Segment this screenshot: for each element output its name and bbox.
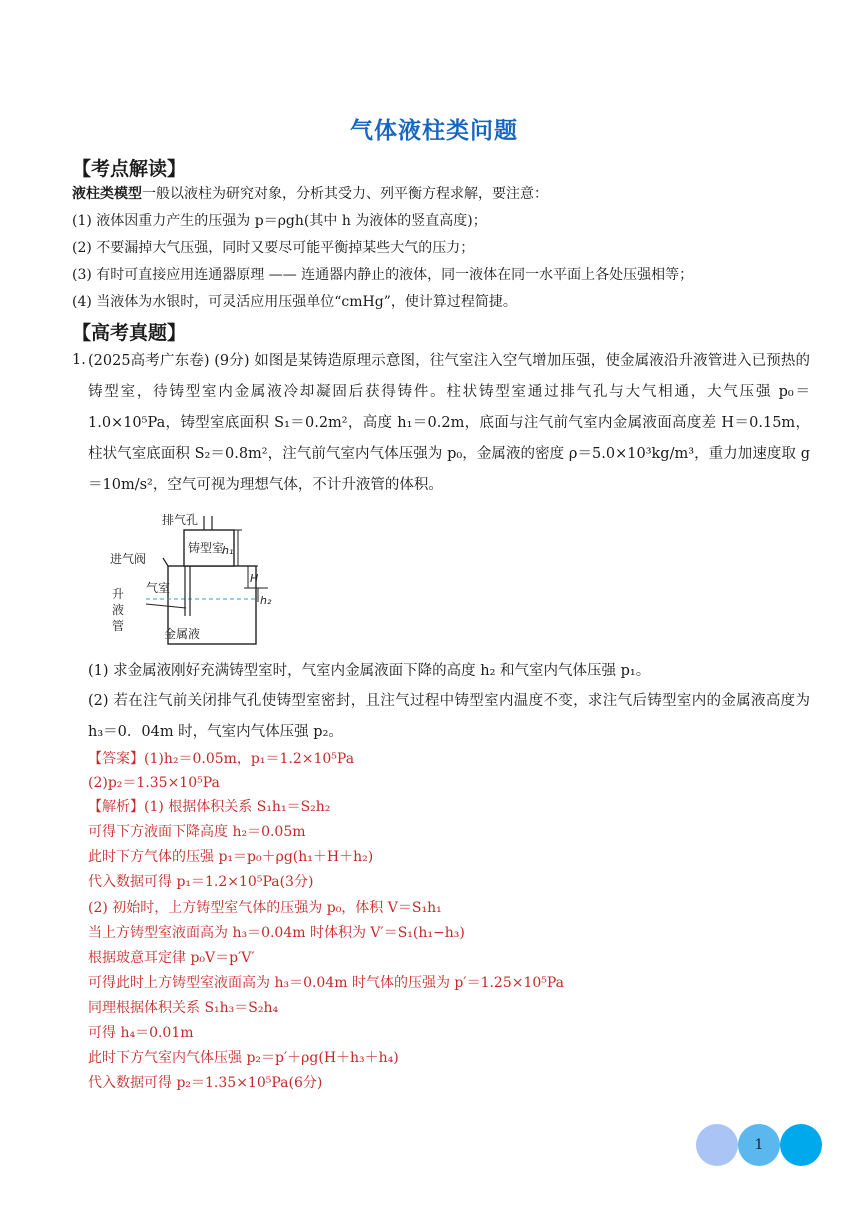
question-number: 1. <box>72 352 86 368</box>
analysis-line-10: 可得 h₄＝0.01m <box>88 1025 194 1041</box>
label-sheng: 升 <box>112 587 125 601</box>
label-guan: 管 <box>112 619 125 633</box>
label-h2: h₂ <box>260 594 272 607</box>
subquestion-1: (1) 求金属液刚好充满铸型室时，气室内金属液面下降的高度 h₂ 和气室内气体压强 p₁。 <box>88 663 651 679</box>
point-4: (4) 当液体为水银时，可灵活应用压强单位“cmHg”，使计算过程简捷。 <box>72 294 517 310</box>
label-inlet-valve: 进气阀 <box>110 552 147 566</box>
analysis-line-2: 可得下方液面下降高度 h₂＝0.05m <box>88 824 306 840</box>
question-text: (2025高考广东卷) (9分) 如图是某铸造原理示意图，往气室注入空气增加压强，使金属液沿升液管进入已预热的铸型室，待铸型室内金属液冷却凝固后获得铸件。柱状铸型室通过排气孔与大气相通，大气压强 p₀＝1.0×10⁵Pa，铸型室底面积 S₁＝0.2m²，高度 h₁＝0.2m，底面与注气前气室内金属液面高度差 H＝0.15m，柱状气室底面积 S₂＝0.8m²，注气前气室内气体压强为 p₀，金属液的密度 ρ＝5.0×10³kg/m³，重力加速度取 g＝10m/s²，空气可视为理想气体，不计升液管的体积。 <box>88 353 810 493</box>
section-heading-zhenti: 【高考真题】 <box>72 322 187 344</box>
analysis-line-12: 代入数据可得 p₂＝1.35×10⁵Pa(6分) <box>88 1075 323 1091</box>
analysis-line-3: 此时下方气体的压强 p₁＝p₀＋ρg(h₁＋H＋h₂) <box>88 849 374 865</box>
analysis-line-11: 此时下方气室内气体压强 p₂＝p′＋ρg(H＋h₃＋h₄) <box>88 1050 399 1066</box>
answer-line-1: 【答案】(1)h₂＝0.05m，p₁＝1.2×10⁵Pa <box>88 751 355 767</box>
subquestion-2: (2) 若在注气前关闭排气孔使铸型室密封，且注气过程中铸型室内温度不变，求注气后铸型室内的金属液高度为 h₃＝0．04m 时，气室内气体压强 p₂。 <box>88 693 810 740</box>
page-title: 气体液柱类问题 <box>350 118 518 144</box>
answer-line-2: (2)p₂＝1.35×10⁵Pa <box>88 775 220 791</box>
footer-circle-right <box>780 1124 822 1166</box>
label-h1: h₁ <box>222 544 234 557</box>
label-gas-chamber: 气室 <box>146 581 171 595</box>
intro-keyword: 液柱类模型 <box>72 186 142 202</box>
riser-pipe-pointer <box>146 604 186 608</box>
analysis-line-1: 【解析】(1) 根据体积关系 S₁h₁＝S₂h₂ <box>88 799 331 815</box>
casting-diagram-svg <box>108 508 288 646</box>
point-3: (3) 有时可直接应用连通器原理 —— 连通器内静止的液体，同一液体在同一水平面上各处压强相等； <box>72 267 694 283</box>
label-exhaust: 排气孔 <box>162 513 199 527</box>
analysis-line-6: 当上方铸型室液面高为 h₃＝0.04m 时体积为 V′＝S₁(h₁−h₃) <box>88 925 465 941</box>
intro-line <box>72 184 548 204</box>
casting-diagram <box>108 508 288 650</box>
analysis-line-9: 同理根据体积关系 S₁h₃＝S₂h₄ <box>88 1000 279 1016</box>
label-mold: 铸型室 <box>188 541 225 555</box>
label-ye: 液 <box>112 603 125 617</box>
analysis-line-8: 可得此时上方铸型室液面高为 h₃＝0.04m 时气体的压强为 p′＝1.25×10⁵Pa <box>88 975 565 991</box>
analysis-line-7: 根据玻意耳定律 p₀V＝p′V′ <box>88 950 255 966</box>
label-H: H <box>250 572 259 585</box>
label-metal-liquid: 金属液 <box>164 627 201 641</box>
inlet-valve-pointer <box>163 558 168 566</box>
footer-circle-left <box>696 1124 738 1166</box>
section-heading-kaodian: 【考点解读】 <box>72 158 187 180</box>
analysis-line-5: (2) 初始时，上方铸型室气体的压强为 p₀，体积 V＝S₁h₁ <box>88 900 442 916</box>
point-2: (2) 不要漏掉大气压强，同时又要尽可能平衡掉某些大气的压力； <box>72 240 475 256</box>
analysis-line-4: 代入数据可得 p₁＝1.2×10⁵Pa(3分) <box>88 874 314 890</box>
intro-text: 一般以液柱为研究对象，分析其受力、列平衡方程求解，要注意： <box>142 186 548 202</box>
point-1: (1) 液体因重力产生的压强为 p＝ρgh(其中 h 为液体的竖直高度)； <box>72 213 487 229</box>
page-number: 1 <box>754 1137 764 1153</box>
